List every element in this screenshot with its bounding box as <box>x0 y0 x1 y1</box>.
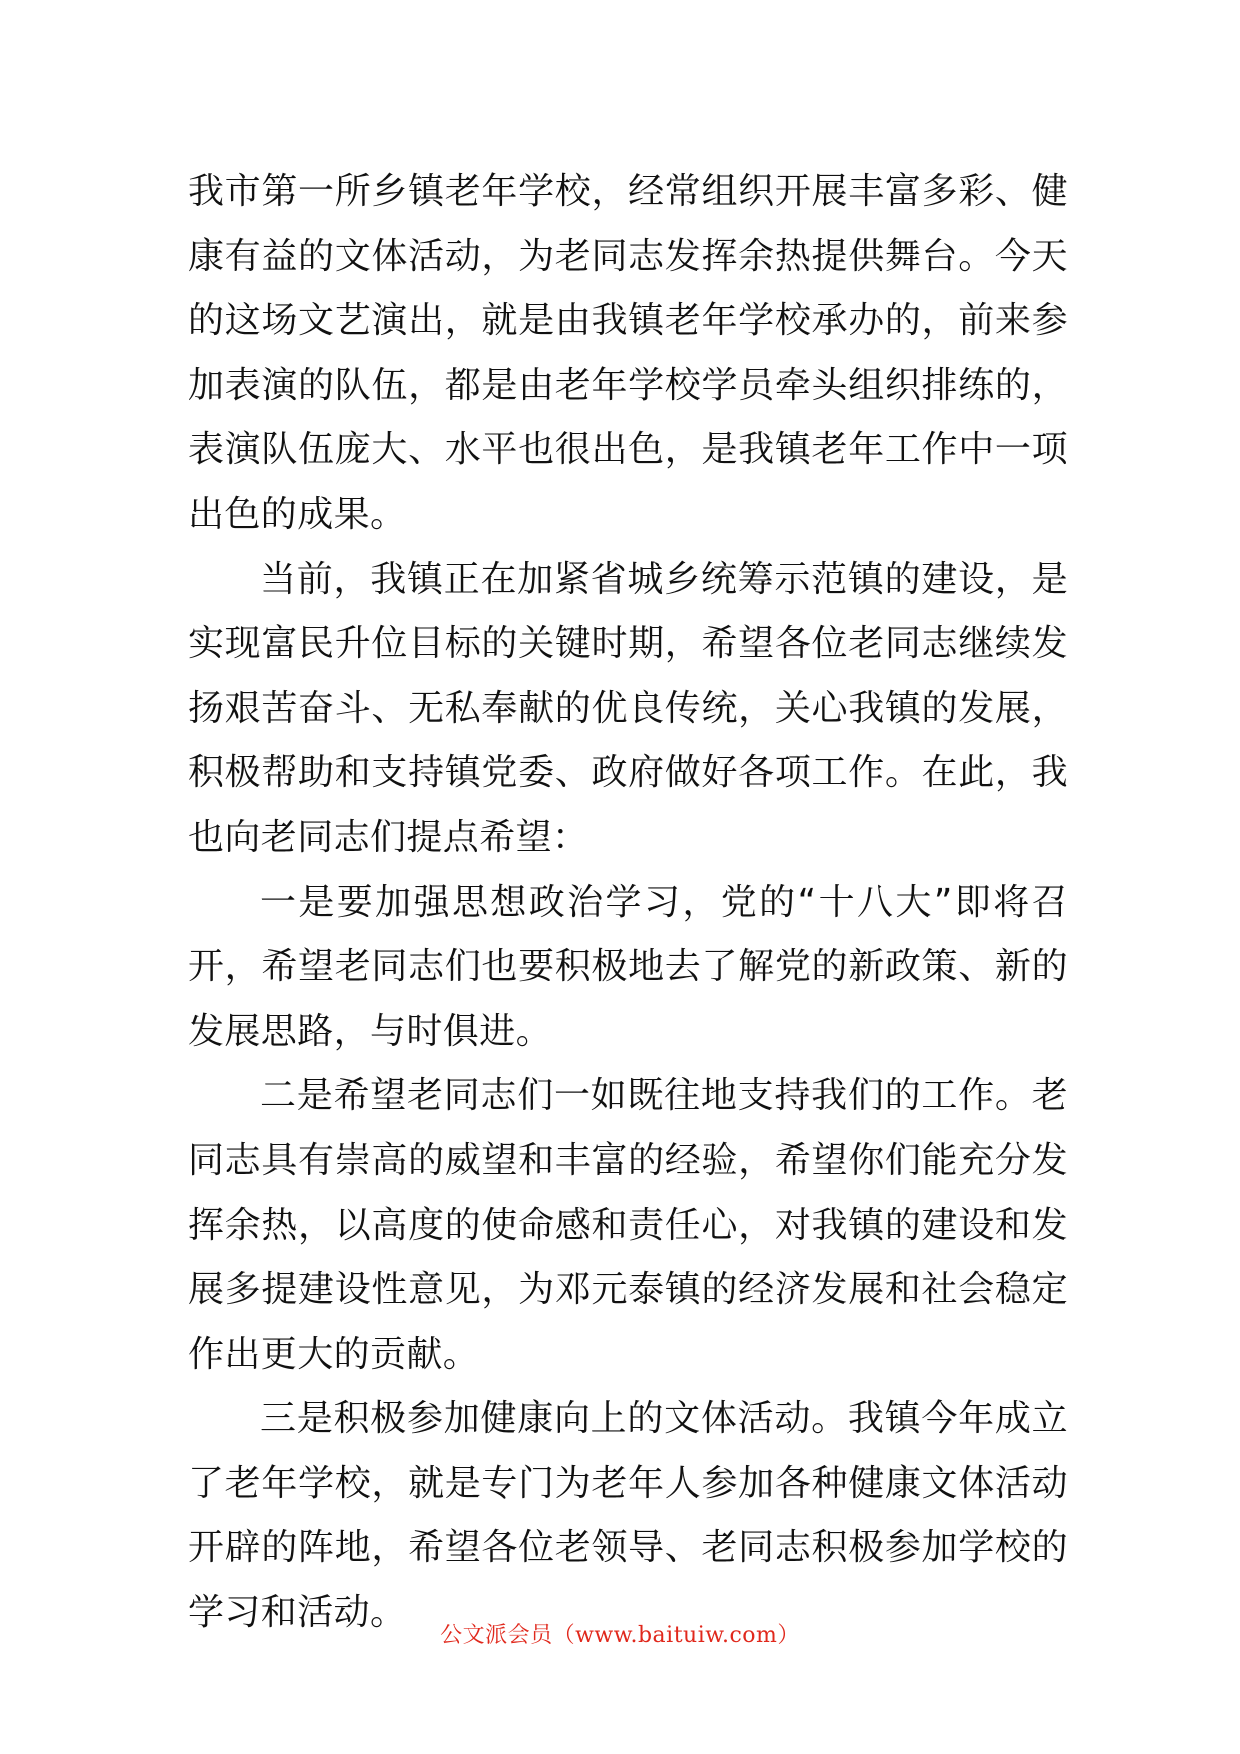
document-body <box>188 160 1068 1646</box>
paragraph-1: 我市第一所乡镇老年学校，经常组织开展丰富多彩、健康有益的文体活动，为老同志发挥余热提供舞台。今天的这场文艺演出，就是由我镇老年学校承办的，前来参加表演的队伍，都是由老年学校学员牵头组织排练的，表演队伍庞大、水平也很出色，是我镇老年工作中一项出色的成果。 <box>188 171 1068 535</box>
paragraph-2: 当前，我镇正在加紧省城乡统筹示范镇的建设，是实现富民升位目标的关键时期，希望各位老同志继续发扬艰苦奋斗、无私奉献的优良传统，关心我镇的发展，积极帮助和支持镇党委、政府做好各项工作。在此，我也向老同志们提点希望： <box>188 558 1068 858</box>
paragraph-4: 二是希望老同志们一如既往地支持我们的工作。老同志具有崇高的威望和丰富的经验，希望你们能充分发挥余热，以高度的使命感和责任心，对我镇的建设和发展多提建设性意见，为邓元泰镇的经济发展和社会稳定作出更大的贡献。 <box>188 1075 1068 1375</box>
footer-watermark: 公文派会员（www.baituiw.com） <box>440 1623 800 1648</box>
paragraph-5: 三是积极参加健康向上的文体活动。我镇今年成立了老年学校，就是专门为老年人参加各种健康文体活动开辟的阵地，希望各位老领导、老同志积极参加学校的学习和活动。 <box>188 1398 1068 1634</box>
paragraph-3: 一是要加强思想政治学习，党的“十八大”即将召开，希望老同志们也要积极地去了解党的新政策、新的发展思路，与时俱进。 <box>188 881 1068 1052</box>
